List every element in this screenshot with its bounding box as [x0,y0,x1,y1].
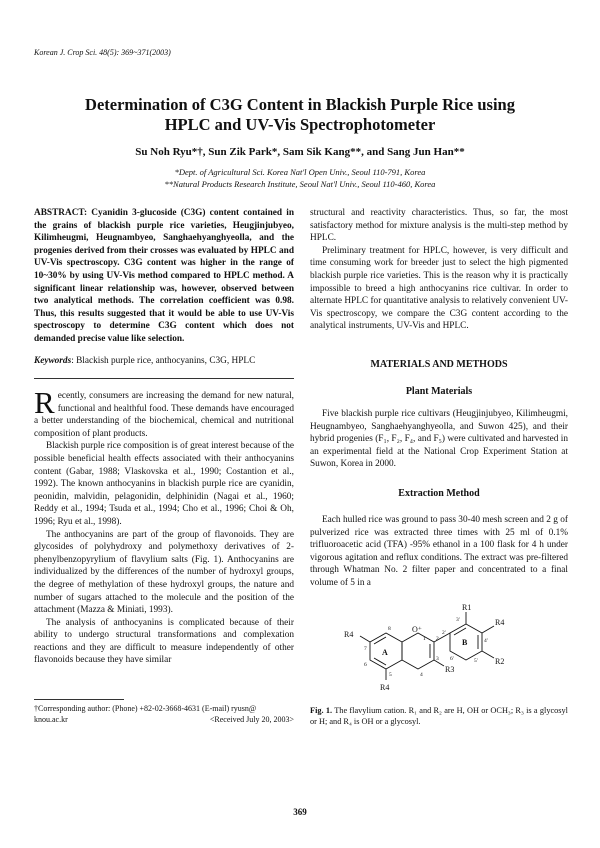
r4-top-bond [482,626,494,633]
subheading-plant-materials: Plant Materials [405,386,473,397]
right-column-text [310,207,568,333]
label-r3: R3 [445,665,455,674]
figure-caption-label: Fig. 1. [310,706,333,715]
footnote-line-1: †Corresponding author: (Phone) +82-02-3668-4631 (E-mail) ryusn@ [34,704,257,713]
ring-a-double-bond [374,637,386,644]
label-n4p: 4' [484,638,488,644]
keywords-text: : Blackish purple rice, anthocyanins, C3G, HPLC [71,356,256,366]
abstract [34,207,294,346]
label-n3: 3 [436,656,439,662]
title-line-2: HPLC and UV-Vis Spectrophotometer [164,115,436,134]
abstract-label: ABSTRACT [34,208,84,218]
title-line-1: Determination of C3G Content in Blackish Purple Rice using [85,95,515,114]
r4-left-bond [360,636,370,642]
structure-labels [344,603,504,692]
label-ring-a: A [382,648,388,657]
affiliation-2: **Natural Products Research Institute, Seoul Nat'l Univ., Seoul 110-460, Korea [164,179,436,189]
label-n1: 1 [423,636,426,642]
ring-c [402,633,434,669]
figure-caption-text: The flavylium cation. R₁ and R₂ are H, OH or OCH₃; R₃ is a glycosyl or H; and R₄ is OH or a glycosyl. [310,706,568,726]
keywords-label: Keywords [34,356,72,366]
section-heading-materials-methods: MATERIALS AND METHODS [370,359,508,370]
structure-bonds [360,612,494,680]
affiliation-1: *Dept. of Agricultural Sci. Korea Nat'l Open Univ., Seoul 110-791, Korea [174,167,426,177]
introduction [34,385,294,667]
page-number: 369 [293,807,307,817]
intro-paragraph-4: The analysis of anthocyanins is complicated because of their ability to undergo structural transformations and complexation reactions and they are difficult to measure independently of other flavonoids because they have similar [34,617,294,666]
label-n4: 4 [420,672,423,678]
plant-materials-text: Five blackish purple rice cultivars (Heugjinjubyeo, Kilimheugmi, Heugnambyeo, Sanghaehyanghyeolla, and Suwon 425), and their hybrid progenies (F₁, F₂, F₄, and F₅) were cultivated and harvested in an experimental field at the National Crop Experiment Station at Suwon, Korea in 2000. [310,409,568,470]
label-n8: 8 [388,626,391,632]
footnote-email-end: knou.ac.kr [34,715,68,724]
paper-title [40,95,560,135]
figure-caption [310,705,568,727]
right-paragraph-2: Preliminary treatment for HPLC, however, is very difficult and time consuming work for breeder just to select the high pigmented blackish purple rice varieties. This is the reason why it is practically impossible to breed a high anthocyanins rice cultivar. In order to alternate HPLC for quantitative analysis to relatively convenient UV-Vis spectroscopy, we compare the C3G content according to the analytical instruments, UV-Vis and HPLC. [310,245,568,332]
ring-a-double-bond-2 [374,658,386,665]
label-n5: 5 [389,672,392,678]
right-paragraph-1: structural and reactivity characteristics. Thus, so far, the most satisfactory method for mixture analysis is the multi-step method by HPLC. [310,208,568,244]
received-date: <Received July 20, 2003> [209,715,294,724]
intro-paragraph-1: Recently, consumers are increasing the demand for new natural, functional and healthful food. These demands have encouraged a better understanding of the biochemical, chemical and nutritional composition of plant products. [34,385,294,439]
intro-paragraph-2: Blackish purple rice composition is of great interest because of the possible beneficial health effects associated with their anthocyanins content (Gabar, 1988; Vlaskovska et al., 1990; Costantion et al., 1992). The known anthocyanins in blackish purple rice are cyanidin, peonidin, malvidin, pelagonidin, delphinidin (Nagai et al., 1960; Reddy et al., 1994; Tsuda et al., 1994; Cho et al., 1996; Choi & Oh, 1996; Ryu et al., 1998). [34,441,294,527]
label-r4-top: R4 [495,618,505,627]
label-r4-bottom: R4 [380,683,390,692]
abstract-text: : Cyanidin 3-glucoside (C3G) content contained in the grains of blackish purple rice varieties, Heugjinjubyeo, Kilimheugmi, Heugnambyeo, Sanghaehyanghyeolla, and the progenies derived from their crosses was evaluated by HPLC and UV-Vis spectroscopy. C3G content was higher in the range of 10~30% by using UV-Vis method compared to HPLC method. A significant linear relationship was, however, observed between two analytical methods. The correlation coefficient was 0.98. Thus, this results suggested that it would be able to use UV-Vis spectroscopy to determine C3G content which does not demanded precise value like selection. [34,208,294,344]
divider [34,378,294,379]
extraction-method-text: Each hulled rice was ground to pass 30-40 mesh screen and 2 g of pulverized rice was extracted three times with 25 ml of 0.1% trifluoroacetic acid (TFA) -95% ethanol in a 100 flask for 4 h under vigorous agitation and reflux conditions. The extract was pre-filtered through Whatman No. 2 filter paper and concentrated to a final volume of 5 in a [310,515,568,588]
ring-b-double-bond [454,628,466,635]
subheading-extraction-method: Extraction Method [398,488,480,499]
label-r1: R1 [462,603,472,612]
label-n6p: 6' [450,656,454,662]
label-o-plus: O⁺ [412,625,422,634]
label-n2p: 2' [442,630,446,636]
label-n7: 7 [364,646,367,652]
journal-citation: Korean J. Crop Sci. 48(5): 369~371(2003) [34,48,171,57]
corresponding-author-footnote [34,703,294,725]
intro-paragraph-3: The anthocyanins are part of the group of flavonoids. They are glycosides of polyhydroxy and polymethoxy derivatives of 2-phenylbenzopyrylium of flavylium salts (Fig. 1). Anthocyanins are individualized by the differences of the number of hydroxyl groups, the degree of methylation of these hydroxyl groups, the nature and number of sugars attached to the molecule and the position of the attachment (Mazza & Miniati, 1993). [34,529,294,616]
flavylium-structure-figure [322,600,552,700]
affiliations [40,166,560,190]
label-n2: 2 [436,636,439,642]
label-ring-b: B [462,638,468,647]
r2-bond [482,651,494,658]
author-list: Su Noh Ryu*†, Sun Zik Park*, Sam Sik Kang**, and Sang Jun Han** [135,146,465,158]
keywords [34,355,294,368]
label-r2: R2 [495,657,505,666]
drop-cap: R [34,385,55,420]
label-r4-left: R4 [344,630,354,639]
label-n6: 6 [364,662,367,668]
footnote-rule [34,699,124,700]
label-n3p: 3' [456,617,460,623]
label-n5p: 5' [474,658,478,664]
